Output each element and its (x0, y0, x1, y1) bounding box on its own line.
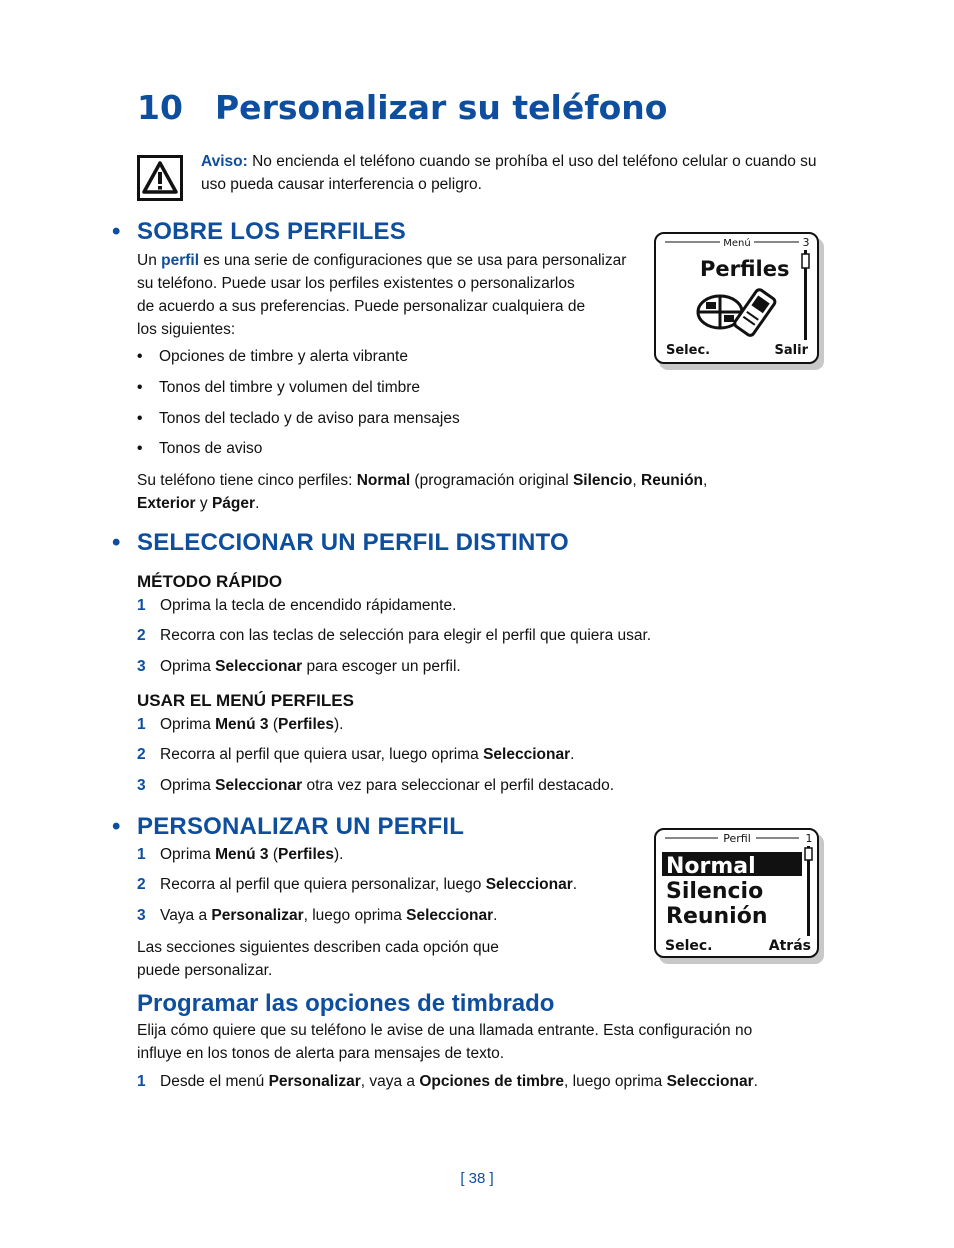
warning-body: No encienda el teléfono cuando se prohíba el uso del teléfono celular o cuando su uso pueda causar interferencia o peligro. (201, 153, 817, 193)
subheading-profiles-menu: USAR EL MENÚ PERFILES (137, 691, 354, 710)
section-heading-select-profile: • SELECCIONAR UN PERFIL DISTINTO (112, 529, 569, 556)
profiles-list-paragraph (137, 469, 797, 515)
step-number: 3 (137, 777, 146, 794)
ring-options-line-1: Elija cómo quiere que su teléfono le avise de una llamada entrante. Esta configuración no (137, 1022, 753, 1039)
subheading-quick-method: MÉTODO RÁPIDO (137, 572, 283, 591)
profiles-text-d: , (703, 472, 708, 489)
step-number: 2 (137, 627, 146, 644)
list-item: • Opciones de timbre y alerta vibrante (137, 348, 408, 365)
step-text: Oprima (160, 777, 216, 794)
step-text: Oprima (160, 716, 216, 733)
section-heading-customize-profile: • PERSONALIZAR UN PERFIL (112, 813, 465, 840)
profiles-text-a: Su teléfono tiene cinco perfiles: (137, 472, 357, 489)
intro-line-1: es una serie de configuraciones que se usa para personalizar (199, 252, 627, 269)
step-bold: Menú 3 (215, 846, 269, 863)
profiles-intro (137, 249, 637, 341)
phone-screen-profile-list (654, 828, 826, 966)
profile-pager: Páger (211, 495, 256, 512)
step-text: ). (334, 716, 344, 733)
soft-key-left: Selec. (666, 343, 711, 358)
step-bold: Personalizar (211, 907, 304, 924)
step-text: ( (268, 846, 278, 863)
section-heading-profiles-text: SOBRE LOS PERFILES (137, 218, 406, 245)
step-bold: Seleccionar (215, 658, 303, 675)
step-number: 1 (137, 716, 146, 733)
intro-text-a: Un (137, 252, 162, 269)
warning-triangle-icon (137, 155, 183, 201)
ring-options-line-2: influye en los tonos de alerta para mensajes de texto. (137, 1045, 505, 1062)
chapter-title (137, 88, 667, 127)
intro-keyword: perfil (161, 252, 200, 269)
step-text: , luego oprima (303, 907, 407, 924)
step-bold: Opciones de timbre (419, 1073, 565, 1090)
step-text: ). (334, 846, 344, 863)
list-item-normal: Normal (666, 854, 756, 879)
section-heading-select-profile-text: SELECCIONAR UN PERFIL DISTINTO (137, 529, 569, 556)
list-item-text: Tonos del timbre y volumen del timbre (159, 379, 421, 396)
profiles-text-b: (programación original (410, 472, 573, 489)
list-item: • Tonos del teclado y de aviso para mensajes (137, 410, 460, 427)
soft-key-right: Atrás (768, 938, 811, 954)
screen-index: 1 (805, 832, 813, 845)
step-item (137, 627, 651, 645)
profile-exterior: Exterior (137, 495, 196, 512)
list-item-silencio: Silencio (666, 879, 764, 904)
section-heading-profiles: • SOBRE LOS PERFILES (112, 218, 406, 245)
profile-normal: Normal (356, 472, 411, 489)
list-item: • Tonos del timbre y volumen del timbre (137, 379, 421, 396)
step-item (137, 876, 577, 894)
step-bold: Seleccionar (406, 907, 494, 924)
step-bold: Menú 3 (215, 716, 269, 733)
warning-text (201, 150, 841, 196)
chapter-title-text: Personalizar su teléfono (215, 88, 668, 127)
step-item (137, 1073, 758, 1091)
page-number: [ 38 ] (460, 1170, 494, 1187)
step-text: , luego oprima (564, 1073, 667, 1090)
step-number: 1 (137, 1073, 146, 1090)
list-item-text: Tonos de aviso (159, 440, 263, 457)
step-item (137, 777, 614, 795)
step-item (137, 658, 461, 676)
step-text: Recorra al perfil que quiera personalizar, luego (160, 876, 486, 893)
step-item (137, 907, 497, 925)
step-text: . (493, 907, 498, 924)
step-number: 3 (137, 907, 146, 924)
section-heading-ring-options: Programar las opciones de timbrado (137, 990, 555, 1017)
profile-silencio: Silencio (572, 472, 633, 489)
step-text: para escoger un perfil. (302, 658, 461, 675)
step-text: Oprima (160, 658, 216, 675)
profile-reunion: Reunión (641, 472, 704, 489)
screen-header: Menú (723, 238, 751, 249)
step-number: 3 (137, 658, 146, 675)
step-bold: Seleccionar (666, 1073, 754, 1090)
warning-label: Aviso: (201, 153, 248, 170)
step-number: 2 (137, 746, 146, 763)
step-item (137, 846, 343, 864)
ring-options-paragraph (137, 1019, 752, 1065)
step-bold: Perfiles (278, 846, 335, 863)
step-item (137, 746, 574, 764)
intro-line-4: los siguientes: (137, 321, 236, 338)
intro-line-3: de acuerdo a sus preferencias. Puede personalizar cualquiera de (137, 298, 586, 315)
soft-key-left: Selec. (665, 938, 713, 954)
screen-title: Perfiles (700, 257, 790, 281)
step-text: Oprima (160, 846, 216, 863)
customize-note-line-2: puede personalizar. (137, 962, 273, 979)
step-bold: Seleccionar (215, 777, 303, 794)
list-item-reunion: Reunión (666, 904, 768, 929)
step-text: . (570, 746, 575, 763)
list-item-text: Tonos del teclado y de aviso para mensajes (159, 410, 460, 427)
step-text: Vaya a (160, 907, 212, 924)
step-number: 1 (137, 597, 146, 614)
intro-line-2: su teléfono. Puede usar los perfiles existentes o personalizarlos (137, 275, 575, 292)
step-text: Oprima la tecla de encendido rápidamente. (160, 597, 457, 614)
step-text: . (572, 876, 578, 893)
customize-note-line-1: Las secciones siguientes describen cada opción que (137, 939, 499, 956)
step-text: Desde el menú (160, 1073, 269, 1090)
chapter-number: 10 (137, 88, 183, 127)
step-item (137, 597, 456, 615)
step-text: Recorra al perfil que quiera usar, luego oprima (160, 746, 484, 763)
step-number: 2 (137, 876, 146, 893)
step-text: , vaya a (360, 1073, 420, 1090)
screen-header: Perfil (723, 832, 751, 845)
step-bold: Seleccionar (485, 876, 573, 893)
step-item (137, 716, 343, 734)
step-bold: Perfiles (278, 716, 335, 733)
step-bold: Seleccionar (483, 746, 571, 763)
step-bold: Personalizar (268, 1073, 361, 1090)
soft-key-right: Salir (774, 343, 808, 358)
list-item: • Tonos de aviso (137, 440, 263, 457)
profiles-text-e: y (195, 495, 212, 512)
step-text: Recorra con las teclas de selección para elegir el perfil que quiera usar. (160, 627, 652, 644)
profiles-text-f: . (255, 495, 260, 512)
step-text: ( (268, 716, 278, 733)
step-text: otra vez para seleccionar el perfil destacado. (302, 777, 615, 794)
profiles-text-c: , (632, 472, 642, 489)
screen-index: 3 (802, 236, 810, 249)
section-heading-customize-profile-text: PERSONALIZAR UN PERFIL (137, 813, 465, 840)
customize-note (137, 936, 499, 982)
step-text: . (753, 1073, 758, 1090)
step-number: 1 (137, 846, 146, 863)
phone-screen-profiles (654, 232, 826, 372)
list-item-text: Opciones de timbre y alerta vibrante (159, 348, 408, 365)
